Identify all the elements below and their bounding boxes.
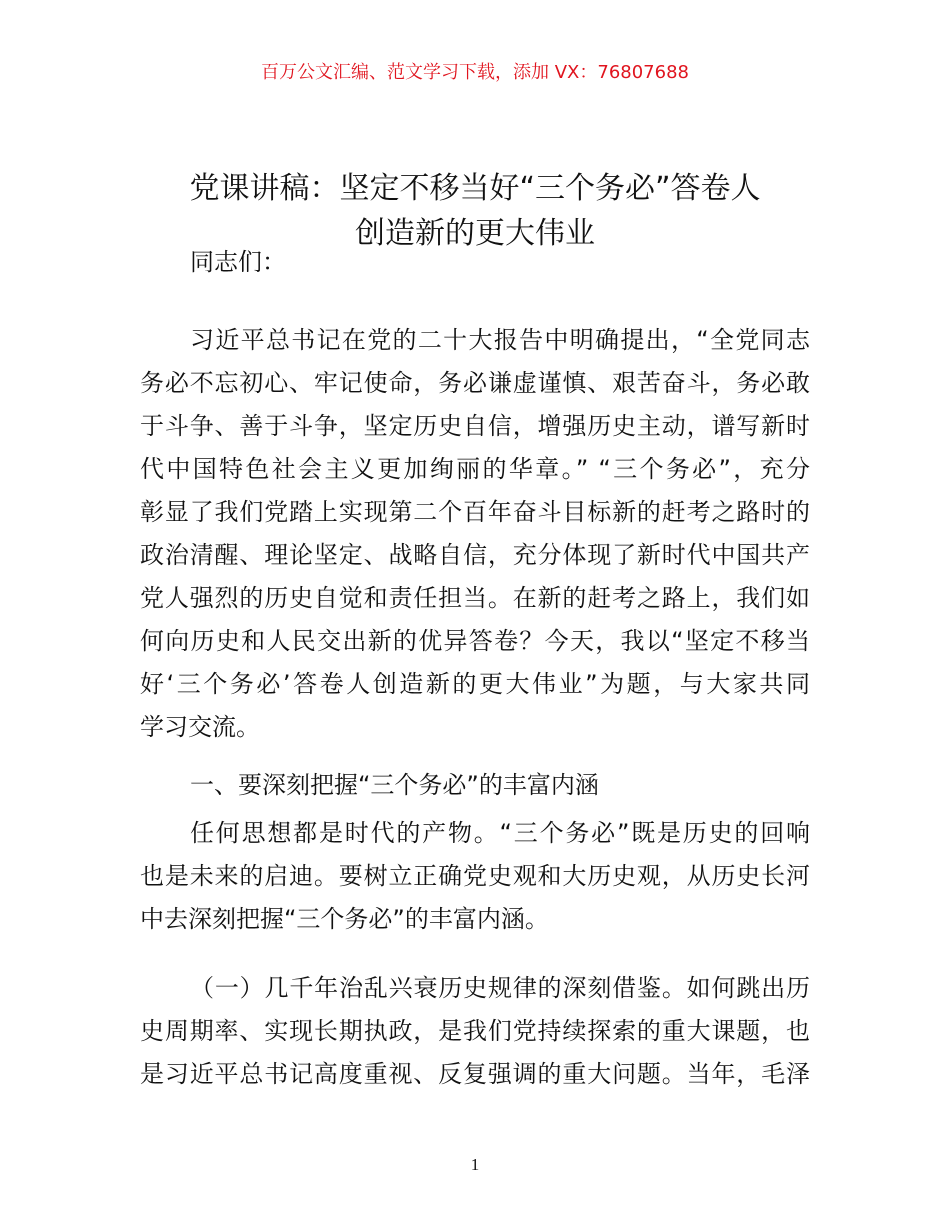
paragraph-line: 任何思想都是时代的产物。“三个务必”既是历史的回响	[190, 819, 810, 847]
paragraph-line: 政治清醒、理论坚定、战略自信，充分体现了新时代中国共产	[140, 541, 810, 569]
paragraph-line: 彰显了我们党踏上实现第二个百年奋斗目标新的赶考之路时的	[140, 498, 810, 526]
paragraph-line: 也是未来的启迪。要树立正确党史观和大历史观，从历史长河	[140, 862, 810, 890]
paragraph-line: 学习交流。	[140, 713, 260, 741]
paragraph-line: 务必不忘初心、牢记使命，务必谦虚谨慎、艰苦奋斗，务必敢	[140, 369, 810, 397]
paragraph-line: 习近平总书记在党的二十大报告中明确提出，“全党同志	[190, 326, 810, 354]
salutation: 同志们：	[190, 248, 286, 276]
paragraph-line: 中去深刻把握“三个务必”的丰富内涵。	[140, 905, 549, 933]
paragraph-line: 是习近平总书记高度重视、反复强调的重大问题。当年，毛泽	[140, 1060, 810, 1088]
paragraph-line: 史周期率、实现长期执政，是我们党持续探索的重大课题，也	[140, 1017, 810, 1045]
document-title-line-1: 党课讲稿：坚定不移当好“三个务必”答卷人	[189, 171, 761, 206]
paragraph-line: 党人强烈的历史自觉和责任担当。在新的赶考之路上，我们如	[140, 584, 810, 612]
document-title-line-2: 创造新的更大伟业	[355, 216, 595, 251]
paragraph-line: 一、要深刻把握“三个务必”的丰富内涵	[190, 771, 599, 799]
paragraph-line: 好‘三个务必’答卷人创造新的更大伟业”为题，与大家共同	[140, 670, 810, 698]
paragraph-line: 代中国特色社会主义更加绚丽的华章。” “三个务必”，充分	[140, 455, 810, 483]
paragraph-line: 于斗争、善于斗争，坚定历史自信，增强历史主动，谱写新时	[140, 412, 810, 440]
page-number: 1	[470, 1155, 480, 1174]
paragraph-line: 何向历史和人民交出新的优异答卷？今天，我以“坚定不移当	[140, 627, 810, 655]
header-banner: 百万公文汇编、范文学习下载，添加 VX：76807688	[261, 62, 689, 83]
paragraph-line: （一）几千年治乱兴衰历史规律的深刻借鉴。如何跳出历	[190, 974, 810, 1002]
